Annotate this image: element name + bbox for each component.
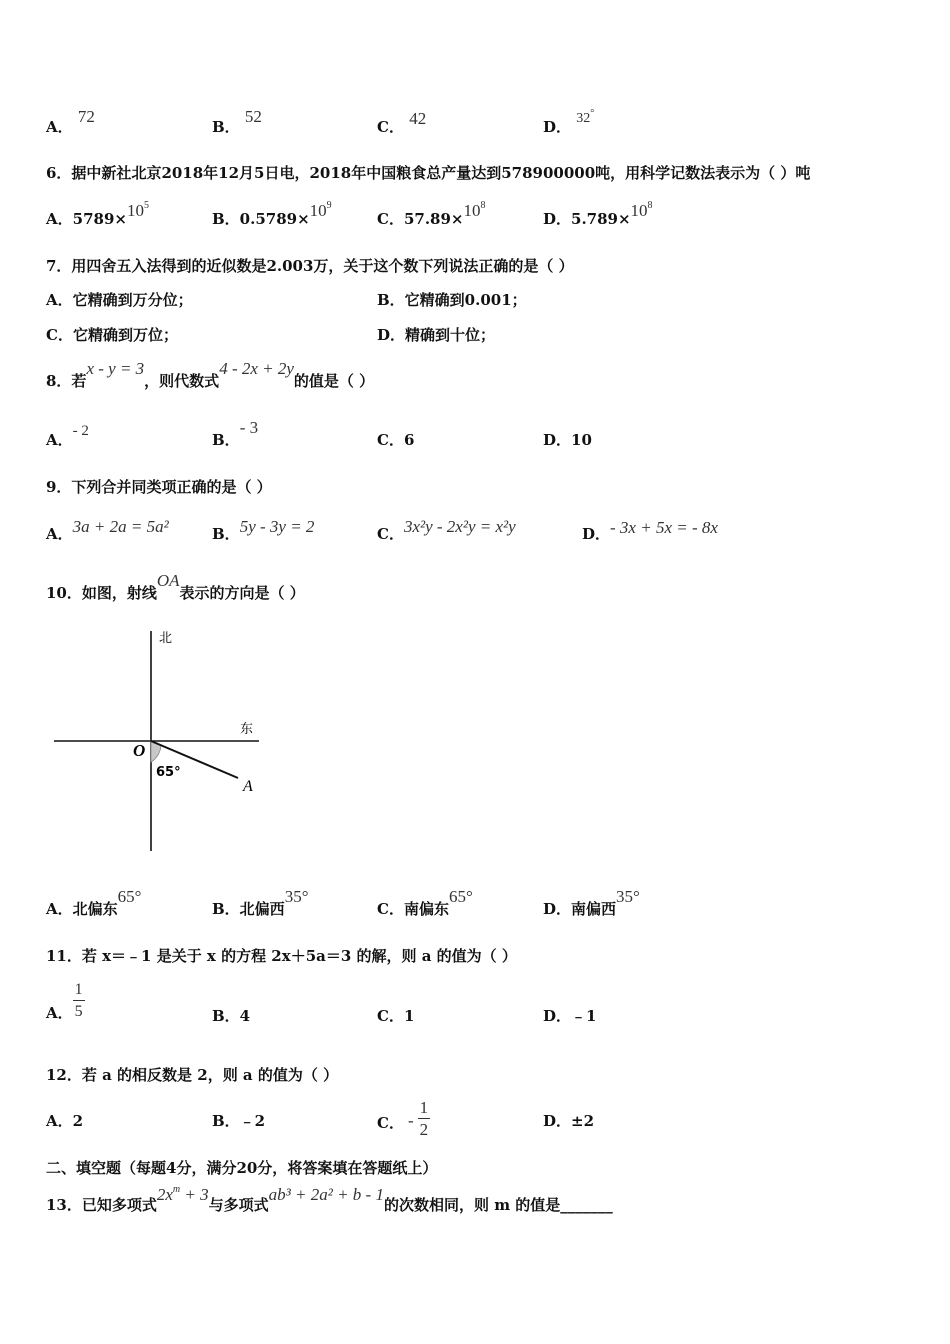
q10-option-b: B．北偏西35° [212,887,309,918]
q9-option-a: A．3a + 2a = 5a² [46,517,169,543]
q10-option-c: C．南偏东65° [377,887,473,918]
q5-option-d: D． 32° [543,108,595,136]
q10-option-d: D．南偏西35° [543,887,640,918]
fraction-denominator: 5 [74,1003,83,1020]
q7-option-d: D．精确到十位； [377,326,496,344]
q10-option-a: A．北偏东65° [46,887,142,918]
q11-option-d: D．﹣1 [543,1007,597,1025]
q5-option-b: B． 52 [212,107,262,136]
direction-figure [50,625,265,857]
q6-option-b: B．$0.5789\times 10^9$ [212,200,332,228]
q9-stem: 9．下列合并同类项正确的是（ ） [46,478,272,496]
fraction-numerator: 1 [419,1098,429,1117]
q12-option-a: A．2 [46,1112,84,1130]
q5-option-c: C． 42 [377,109,427,136]
q6-stem: 6．据中新社北京2018年12月5日电，2018年中国粮食总产量达到578900000吨，用科学记数法表示为（ ）吨 [46,164,811,182]
q11-option-a: A． $\frac{1}{5}$ [46,981,83,1022]
q7-option-c: C．它精确到万位； [46,326,178,344]
q12-option-b: B．﹣2 [212,1112,266,1130]
q12-stem: 12．若 a 的相反数是 2，则 a 的值为（ ） [46,1066,339,1084]
fraction-numerator: 1 [73,980,85,1001]
q6-option-d: D．$5.789\times 10^8$ [543,200,653,228]
q12-option-c: C． - $\frac{1}{2}$ [377,1098,429,1139]
q9-option-b: B．5y - 3y = 2 [212,517,315,543]
q8-option-b: B．- 3 [212,418,259,449]
q12-option-d: D．±2 [543,1112,595,1130]
q11-option-c: C．1 [377,1007,415,1025]
q13-stem: 13．已知多项式$2x^m + 3$与多项式ab³ + 2a² + b - 1的次数相同，则 m 的值是_______ [46,1184,613,1214]
q7-stem: 7．用四舍五入法得到的近似数是2.003万，关于这个数下列说法正确的是（ ） [46,257,574,275]
north-label: 北 [159,631,173,646]
q6-option-a: A．$5789\times 10^5$ [46,200,149,228]
q8-option-c: C．6 [377,431,415,449]
section-2-heading: 二、填空题（每题4分，满分20分，将答案填在答题纸上） [46,1159,438,1177]
q5-option-a: A． 72 [46,107,95,136]
origin-label: O [133,741,146,760]
east-label: 东 [240,722,254,737]
q6-option-c: C．$57.89\times 10^8$ [377,200,486,228]
q8-option-d: D．10 [543,431,592,449]
angle-label: 65° [156,765,181,780]
q11-stem: 11．若 x＝﹣1 是关于 x 的方程 2x＋5a＝3 的解，则 a 的值为（ ） [46,947,517,965]
q7-option-a: A．它精确到万分位； [46,291,193,309]
q7-option-b: B．它精确到0.001； [377,291,527,309]
fraction-denominator: 2 [419,1120,429,1139]
point-a-label: A [243,778,253,795]
q9-option-d: D．- 3x + 5x = - 8x [582,518,718,543]
q10-stem: 10．如图，射线OA表示的方向是（ ） [46,571,305,602]
q8-option-a: A．- 2 [46,423,89,449]
q8-stem: 8．若x - y = 3，则代数式4 - 2x + 2y的值是（ ） [46,359,375,390]
q9-option-c: C．3x²y - 2x²y = x²y [377,517,516,543]
q11-option-b: B．4 [212,1007,251,1025]
